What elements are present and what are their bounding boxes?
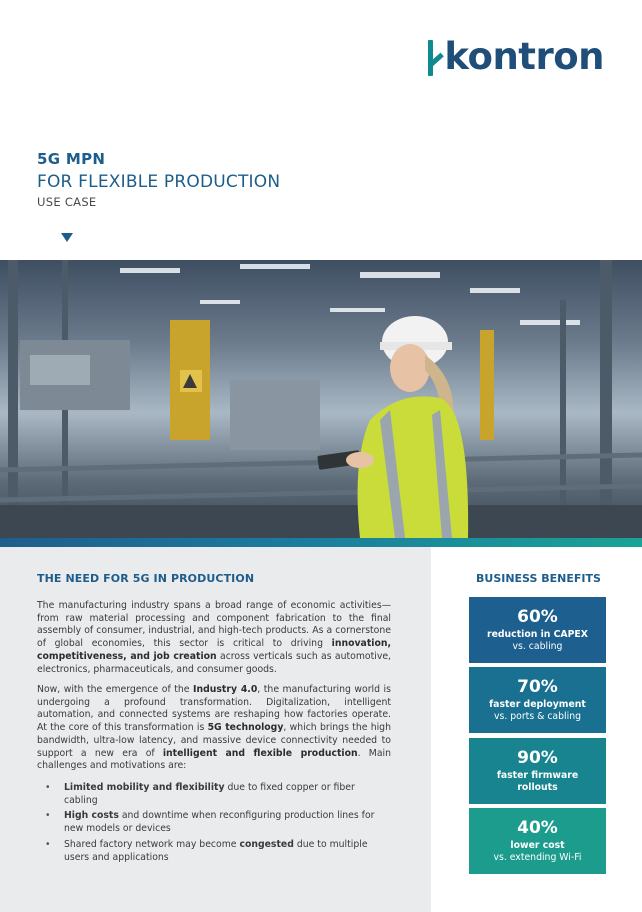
down-arrow-icon bbox=[61, 233, 73, 242]
benefit-card-capex bbox=[469, 597, 606, 663]
document-type: USE CASE bbox=[37, 195, 97, 209]
benefit-card-deployment bbox=[469, 667, 606, 733]
factory-worker-photo bbox=[0, 260, 642, 538]
need-heading: THE NEED FOR 5G IN PRODUCTION bbox=[37, 572, 255, 585]
benefits-heading: BUSINESS BENEFITS bbox=[476, 572, 601, 585]
benefit-card-wifi bbox=[469, 808, 606, 874]
page-title: 5G MPN bbox=[37, 150, 106, 168]
benefit-value: 70% bbox=[517, 677, 558, 697]
benefit-sublabel: rollouts bbox=[517, 782, 558, 793]
list-item: • Limited mobility and flexibility due to fixed copper or fiber cabling bbox=[64, 782, 391, 807]
challenges-list bbox=[64, 782, 391, 867]
benefit-label: faster firmware bbox=[496, 770, 579, 781]
benefit-label: reduction in CAPEX bbox=[487, 629, 588, 640]
page-subtitle: FOR FLEXIBLE PRODUCTION bbox=[37, 172, 281, 192]
kontron-logo bbox=[428, 30, 604, 76]
title-block bbox=[37, 150, 280, 209]
list-item: • Shared factory network may become congested due to multiple users and applications bbox=[64, 839, 391, 864]
benefit-value: 90% bbox=[517, 748, 558, 768]
benefit-value: 60% bbox=[517, 607, 558, 627]
benefit-value: 40% bbox=[517, 818, 558, 838]
benefit-label: lower cost bbox=[510, 840, 565, 851]
benefit-card-firmware bbox=[469, 738, 606, 804]
list-item: • High costs and downtime when reconfiguring production lines for new models or devices bbox=[64, 810, 391, 835]
benefit-label: faster deployment bbox=[489, 699, 586, 710]
logo-mark-icon bbox=[428, 40, 442, 76]
benefit-sublabel: vs. extending Wi-Fi bbox=[493, 852, 582, 863]
factory-scene-illustration bbox=[0, 260, 642, 538]
accent-bar bbox=[0, 538, 642, 547]
benefit-sublabel: vs. ports & cabling bbox=[494, 711, 581, 722]
need-paragraph-1: The manufacturing industry spans a broad range of economic activities—from raw material processing and component fabrication to the final assembly of consumer, industrial, and high-tech products. As a cornerstone of global economies, this sector is critical to driving innovation, competitiveness, and job creation across verticals such as automotive, electronics, pharmaceuticals, and consumer goods. bbox=[37, 600, 392, 675]
benefit-sublabel: vs. cabling bbox=[512, 641, 563, 652]
logo-text: kontron bbox=[444, 35, 604, 78]
need-paragraph-2: Now, with the emergence of the Industry 4.0, the manufacturing world is undergoing a profound transformation. Digitalization, intelligent automation, and connected systems are reshaping how factories operate. At the core of this transformation is 5G technology, which brings the high bandwidth, ultra-low latency, and massive device connectivity needed to support a new era of intelligent and flexible production. Main challenges and motivations are: bbox=[37, 684, 391, 772]
